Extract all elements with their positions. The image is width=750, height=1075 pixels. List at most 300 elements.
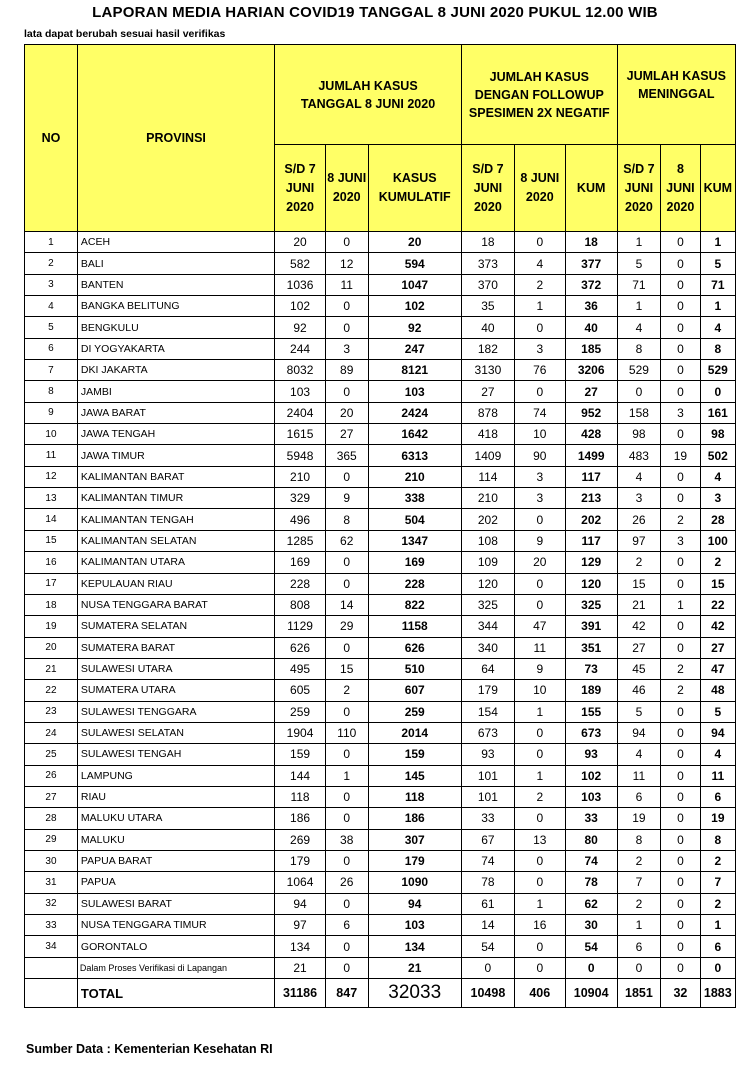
cell-c3: 0 bbox=[700, 381, 735, 402]
cell-c2: 0 bbox=[661, 338, 700, 359]
cell-c3: 47 bbox=[700, 658, 735, 679]
cell-b1: 202 bbox=[461, 509, 514, 530]
cell-a2: 0 bbox=[325, 744, 368, 765]
cell-prov: JAWA TENGAH bbox=[77, 424, 274, 445]
cell-c2: 0 bbox=[661, 466, 700, 487]
cell-prov: JAWA TIMUR bbox=[77, 445, 274, 466]
cell-a2: 89 bbox=[325, 360, 368, 381]
verifikasi-b3: 0 bbox=[565, 957, 617, 978]
cell-prov: KEPULAUAN RIAU bbox=[77, 573, 274, 594]
cell-c2: 0 bbox=[661, 744, 700, 765]
cell-a2: 62 bbox=[325, 530, 368, 551]
verifikasi-c2: 0 bbox=[661, 957, 700, 978]
cell-c1: 8 bbox=[617, 829, 661, 850]
cell-b3: 102 bbox=[565, 765, 617, 786]
cell-b1: 182 bbox=[461, 338, 514, 359]
cell-c1: 529 bbox=[617, 360, 661, 381]
cell-b1: 120 bbox=[461, 573, 514, 594]
cell-b2: 3 bbox=[514, 338, 565, 359]
cell-b2: 0 bbox=[514, 509, 565, 530]
cell-b2: 0 bbox=[514, 850, 565, 871]
cell-b3: 391 bbox=[565, 616, 617, 637]
cell-b3: 33 bbox=[565, 808, 617, 829]
cell-a3: 210 bbox=[368, 466, 461, 487]
cell-c3: 27 bbox=[700, 637, 735, 658]
cell-prov: GORONTALO bbox=[77, 936, 274, 957]
cell-b3: 18 bbox=[565, 232, 617, 253]
cell-a1: 102 bbox=[275, 296, 326, 317]
cell-a3: 338 bbox=[368, 488, 461, 509]
cell-a3: 20 bbox=[368, 232, 461, 253]
cell-c2: 0 bbox=[661, 253, 700, 274]
cell-a2: 0 bbox=[325, 850, 368, 871]
cell-a3: 179 bbox=[368, 850, 461, 871]
cell-a1: 179 bbox=[275, 850, 326, 871]
cell-a1: 808 bbox=[275, 594, 326, 615]
total-b3: 10904 bbox=[565, 979, 617, 1008]
cell-a1: 329 bbox=[275, 488, 326, 509]
cell-c1: 21 bbox=[617, 594, 661, 615]
cell-c3: 48 bbox=[700, 680, 735, 701]
verifikasi-c3: 0 bbox=[700, 957, 735, 978]
cell-b2: 0 bbox=[514, 594, 565, 615]
cell-c2: 0 bbox=[661, 424, 700, 445]
total-b2: 406 bbox=[514, 979, 565, 1008]
cell-b1: 418 bbox=[461, 424, 514, 445]
cell-prov: KALIMANTAN UTARA bbox=[77, 552, 274, 573]
cell-a1: 259 bbox=[275, 701, 326, 722]
cell-a1: 495 bbox=[275, 658, 326, 679]
cell-c1: 7 bbox=[617, 872, 661, 893]
cell-no: 20 bbox=[25, 637, 78, 658]
cell-b3: 189 bbox=[565, 680, 617, 701]
cell-c2: 0 bbox=[661, 616, 700, 637]
cell-a1: 496 bbox=[275, 509, 326, 530]
cell-c3: 22 bbox=[700, 594, 735, 615]
cell-a2: 0 bbox=[325, 936, 368, 957]
cell-b1: 109 bbox=[461, 552, 514, 573]
cell-prov: DI YOGYAKARTA bbox=[77, 338, 274, 359]
cell-c1: 483 bbox=[617, 445, 661, 466]
cell-c1: 2 bbox=[617, 850, 661, 871]
cell-prov: SULAWESI TENGGARA bbox=[77, 701, 274, 722]
verifikasi-b2: 0 bbox=[514, 957, 565, 978]
cell-c3: 94 bbox=[700, 722, 735, 743]
cell-no: 26 bbox=[25, 765, 78, 786]
cell-b1: 101 bbox=[461, 765, 514, 786]
cell-c2: 0 bbox=[661, 829, 700, 850]
cell-b1: 340 bbox=[461, 637, 514, 658]
cell-b2: 1 bbox=[514, 296, 565, 317]
cell-c3: 8 bbox=[700, 829, 735, 850]
verifikasi-label: Dalam Proses Verifikasi di Lapangan bbox=[77, 957, 274, 978]
table-row bbox=[25, 808, 736, 829]
cell-c3: 71 bbox=[700, 274, 735, 295]
cell-a3: 92 bbox=[368, 317, 461, 338]
cell-c3: 3 bbox=[700, 488, 735, 509]
cell-a1: 97 bbox=[275, 915, 326, 936]
cell-a2: 26 bbox=[325, 872, 368, 893]
cell-b3: 78 bbox=[565, 872, 617, 893]
cell-b2: 3 bbox=[514, 466, 565, 487]
cell-b2: 1 bbox=[514, 765, 565, 786]
total-a1: 31186 bbox=[275, 979, 326, 1008]
table-body bbox=[25, 232, 736, 1008]
cell-b1: 370 bbox=[461, 274, 514, 295]
cell-b2: 11 bbox=[514, 637, 565, 658]
cell-a2: 6 bbox=[325, 915, 368, 936]
table-row bbox=[25, 786, 736, 807]
cell-a2: 2 bbox=[325, 680, 368, 701]
cell-b1: 54 bbox=[461, 936, 514, 957]
cell-c1: 94 bbox=[617, 722, 661, 743]
cell-c3: 2 bbox=[700, 893, 735, 914]
cell-prov: RIAU bbox=[77, 786, 274, 807]
cell-c3: 6 bbox=[700, 786, 735, 807]
cell-b3: 952 bbox=[565, 402, 617, 423]
cell-prov: KALIMANTAN TIMUR bbox=[77, 488, 274, 509]
cell-c1: 19 bbox=[617, 808, 661, 829]
cell-a3: 228 bbox=[368, 573, 461, 594]
covid-cases-table bbox=[24, 44, 736, 1008]
cell-a3: 2424 bbox=[368, 402, 461, 423]
cell-no: 22 bbox=[25, 680, 78, 701]
cell-no: 17 bbox=[25, 573, 78, 594]
cell-no: 24 bbox=[25, 722, 78, 743]
cell-b3: 62 bbox=[565, 893, 617, 914]
cell-a3: 1158 bbox=[368, 616, 461, 637]
cell-b1: 179 bbox=[461, 680, 514, 701]
cell-b3: 673 bbox=[565, 722, 617, 743]
cell-c1: 71 bbox=[617, 274, 661, 295]
table-row bbox=[25, 552, 736, 573]
cell-b1: 40 bbox=[461, 317, 514, 338]
cell-prov: SULAWESI SELATAN bbox=[77, 722, 274, 743]
cell-b3: 351 bbox=[565, 637, 617, 658]
cell-c2: 0 bbox=[661, 872, 700, 893]
cell-no: 4 bbox=[25, 296, 78, 317]
cell-b2: 2 bbox=[514, 274, 565, 295]
cell-c3: 19 bbox=[700, 808, 735, 829]
cell-b2: 1 bbox=[514, 701, 565, 722]
cell-prov: SUMATERA UTARA bbox=[77, 680, 274, 701]
source-note: Sumber Data : Kementerian Kesehatan RI bbox=[26, 1042, 273, 1056]
cell-b3: 377 bbox=[565, 253, 617, 274]
table-row bbox=[25, 616, 736, 637]
cell-c2: 0 bbox=[661, 808, 700, 829]
total-c2: 32 bbox=[661, 979, 700, 1008]
cell-b2: 0 bbox=[514, 872, 565, 893]
cell-c2: 0 bbox=[661, 701, 700, 722]
cell-no: 9 bbox=[25, 402, 78, 423]
cell-c3: 5 bbox=[700, 253, 735, 274]
cell-a2: 27 bbox=[325, 424, 368, 445]
cell-c1: 6 bbox=[617, 936, 661, 957]
cell-a1: 134 bbox=[275, 936, 326, 957]
cell-a1: 169 bbox=[275, 552, 326, 573]
cell-b1: 154 bbox=[461, 701, 514, 722]
cell-prov: JAMBI bbox=[77, 381, 274, 402]
cell-b2: 0 bbox=[514, 232, 565, 253]
cell-a3: 169 bbox=[368, 552, 461, 573]
cell-prov: BANTEN bbox=[77, 274, 274, 295]
cell-a2: 3 bbox=[325, 338, 368, 359]
cell-b3: 120 bbox=[565, 573, 617, 594]
header-kumulatif-kasus: KASUS KUMULATIF bbox=[368, 145, 461, 232]
cell-a2: 9 bbox=[325, 488, 368, 509]
cell-b2: 2 bbox=[514, 786, 565, 807]
cell-b2: 0 bbox=[514, 381, 565, 402]
header-no: NO bbox=[25, 45, 78, 232]
cell-b3: 185 bbox=[565, 338, 617, 359]
cell-no: 25 bbox=[25, 744, 78, 765]
cell-no: 34 bbox=[25, 936, 78, 957]
cell-b3: 129 bbox=[565, 552, 617, 573]
cell-a1: 582 bbox=[275, 253, 326, 274]
cell-a1: 186 bbox=[275, 808, 326, 829]
header-8juni-kasus: 8 JUNI 2020 bbox=[325, 145, 368, 232]
cell-a1: 626 bbox=[275, 637, 326, 658]
cell-a3: 1642 bbox=[368, 424, 461, 445]
cell-c1: 45 bbox=[617, 658, 661, 679]
cell-a2: 0 bbox=[325, 317, 368, 338]
cell-prov: PAPUA bbox=[77, 872, 274, 893]
cell-c2: 0 bbox=[661, 765, 700, 786]
cell-a1: 94 bbox=[275, 893, 326, 914]
cell-prov: SUMATERA BARAT bbox=[77, 637, 274, 658]
cell-c1: 1 bbox=[617, 296, 661, 317]
header-meninggal: JUMLAH KASUS MENINGGAL bbox=[617, 45, 735, 145]
cell-b1: 373 bbox=[461, 253, 514, 274]
header-kum-followup: KUM bbox=[565, 145, 617, 232]
header-jumlah-kasus: JUMLAH KASUS TANGGAL 8 JUNI 2020 bbox=[275, 45, 462, 145]
cell-a1: 1615 bbox=[275, 424, 326, 445]
cell-no: 3 bbox=[25, 274, 78, 295]
cell-b3: 40 bbox=[565, 317, 617, 338]
cell-no: 14 bbox=[25, 509, 78, 530]
cell-a3: 94 bbox=[368, 893, 461, 914]
cell-prov: KALIMANTAN BARAT bbox=[77, 466, 274, 487]
cell-c3: 5 bbox=[700, 701, 735, 722]
cell-c3: 1 bbox=[700, 915, 735, 936]
header-sd7-meninggal: S/D 7 JUNI 2020 bbox=[617, 145, 661, 232]
table-row bbox=[25, 296, 736, 317]
table-row bbox=[25, 338, 736, 359]
cell-b1: 3130 bbox=[461, 360, 514, 381]
cell-c2: 3 bbox=[661, 530, 700, 551]
cell-c3: 15 bbox=[700, 573, 735, 594]
header-provinsi: PROVINSI bbox=[77, 45, 274, 232]
table-row bbox=[25, 253, 736, 274]
cell-c2: 2 bbox=[661, 680, 700, 701]
cell-c2: 0 bbox=[661, 360, 700, 381]
table-row bbox=[25, 829, 736, 850]
table-row bbox=[25, 381, 736, 402]
cell-c1: 15 bbox=[617, 573, 661, 594]
cell-prov: NUSA TENGGARA BARAT bbox=[77, 594, 274, 615]
cell-b1: 673 bbox=[461, 722, 514, 743]
cell-a3: 259 bbox=[368, 701, 461, 722]
cell-c2: 2 bbox=[661, 509, 700, 530]
cell-a2: 0 bbox=[325, 808, 368, 829]
cell-a1: 103 bbox=[275, 381, 326, 402]
cell-b1: 33 bbox=[461, 808, 514, 829]
cell-prov: ACEH bbox=[77, 232, 274, 253]
table-row bbox=[25, 850, 736, 871]
cell-a3: 594 bbox=[368, 253, 461, 274]
cell-c1: 6 bbox=[617, 786, 661, 807]
cell-a3: 307 bbox=[368, 829, 461, 850]
cell-b1: 114 bbox=[461, 466, 514, 487]
cell-b1: 61 bbox=[461, 893, 514, 914]
cell-prov: NUSA TENGGARA TIMUR bbox=[77, 915, 274, 936]
cell-a1: 144 bbox=[275, 765, 326, 786]
cell-a2: 0 bbox=[325, 466, 368, 487]
cell-c1: 97 bbox=[617, 530, 661, 551]
cell-c3: 2 bbox=[700, 850, 735, 871]
cell-b2: 0 bbox=[514, 722, 565, 743]
cell-c3: 2 bbox=[700, 552, 735, 573]
cell-c2: 0 bbox=[661, 488, 700, 509]
cell-b3: 325 bbox=[565, 594, 617, 615]
cell-c3: 98 bbox=[700, 424, 735, 445]
cell-b2: 10 bbox=[514, 424, 565, 445]
cell-a2: 0 bbox=[325, 573, 368, 594]
cell-b3: 80 bbox=[565, 829, 617, 850]
cell-b3: 428 bbox=[565, 424, 617, 445]
cell-no: 8 bbox=[25, 381, 78, 402]
cell-a2: 15 bbox=[325, 658, 368, 679]
cell-c3: 4 bbox=[700, 317, 735, 338]
cell-c1: 2 bbox=[617, 893, 661, 914]
header-sd7-kasus: S/D 7 JUNI 2020 bbox=[275, 145, 326, 232]
total-b1: 10498 bbox=[461, 979, 514, 1008]
cell-b2: 4 bbox=[514, 253, 565, 274]
cell-a3: 607 bbox=[368, 680, 461, 701]
cell-b2: 76 bbox=[514, 360, 565, 381]
cell-a2: 1 bbox=[325, 765, 368, 786]
cell-c1: 42 bbox=[617, 616, 661, 637]
cell-a3: 822 bbox=[368, 594, 461, 615]
cell-no: 18 bbox=[25, 594, 78, 615]
cell-a3: 102 bbox=[368, 296, 461, 317]
cell-c1: 46 bbox=[617, 680, 661, 701]
cell-c3: 11 bbox=[700, 765, 735, 786]
cell-a3: 2014 bbox=[368, 722, 461, 743]
cell-a3: 103 bbox=[368, 915, 461, 936]
cell-c2: 1 bbox=[661, 594, 700, 615]
cell-b2: 10 bbox=[514, 680, 565, 701]
table-row bbox=[25, 765, 736, 786]
cell-no: 33 bbox=[25, 915, 78, 936]
cell-b3: 3206 bbox=[565, 360, 617, 381]
cell-prov: LAMPUNG bbox=[77, 765, 274, 786]
cell-a2: 365 bbox=[325, 445, 368, 466]
cell-c1: 1 bbox=[617, 232, 661, 253]
cell-no: 6 bbox=[25, 338, 78, 359]
cell-b2: 0 bbox=[514, 936, 565, 957]
cell-c3: 42 bbox=[700, 616, 735, 637]
cell-b1: 210 bbox=[461, 488, 514, 509]
cell-a1: 244 bbox=[275, 338, 326, 359]
cell-a2: 0 bbox=[325, 296, 368, 317]
cell-prov: MALUKU UTARA bbox=[77, 808, 274, 829]
total-row bbox=[25, 979, 736, 1008]
cell-no: 23 bbox=[25, 701, 78, 722]
cell-c3: 529 bbox=[700, 360, 735, 381]
cell-a3: 8121 bbox=[368, 360, 461, 381]
table-row bbox=[25, 594, 736, 615]
cell-b2: 9 bbox=[514, 658, 565, 679]
cell-a1: 20 bbox=[275, 232, 326, 253]
cell-b3: 155 bbox=[565, 701, 617, 722]
cell-a1: 269 bbox=[275, 829, 326, 850]
header-kum-meninggal: KUM bbox=[700, 145, 735, 232]
cell-b2: 47 bbox=[514, 616, 565, 637]
cell-b1: 27 bbox=[461, 381, 514, 402]
header-8juni-followup: 8 JUNI 2020 bbox=[514, 145, 565, 232]
cell-a2: 29 bbox=[325, 616, 368, 637]
cell-c1: 98 bbox=[617, 424, 661, 445]
cell-c1: 5 bbox=[617, 701, 661, 722]
total-a3: 32033 bbox=[368, 979, 461, 1008]
cell-a1: 1904 bbox=[275, 722, 326, 743]
cell-a2: 20 bbox=[325, 402, 368, 423]
cell-c3: 8 bbox=[700, 338, 735, 359]
cell-b1: 78 bbox=[461, 872, 514, 893]
cell-a3: 103 bbox=[368, 381, 461, 402]
table-row bbox=[25, 317, 736, 338]
cell-a1: 1064 bbox=[275, 872, 326, 893]
total-c1: 1851 bbox=[617, 979, 661, 1008]
cell-c2: 2 bbox=[661, 658, 700, 679]
cell-a2: 0 bbox=[325, 232, 368, 253]
cell-b3: 73 bbox=[565, 658, 617, 679]
table-row bbox=[25, 915, 736, 936]
cell-prov: KALIMANTAN TENGAH bbox=[77, 509, 274, 530]
table-row bbox=[25, 466, 736, 487]
cell-c3: 7 bbox=[700, 872, 735, 893]
cell-a2: 14 bbox=[325, 594, 368, 615]
cell-c3: 6 bbox=[700, 936, 735, 957]
cell-b3: 1499 bbox=[565, 445, 617, 466]
cell-a2: 8 bbox=[325, 509, 368, 530]
table-row bbox=[25, 509, 736, 530]
cell-c3: 4 bbox=[700, 744, 735, 765]
cell-b2: 9 bbox=[514, 530, 565, 551]
cell-b2: 0 bbox=[514, 317, 565, 338]
verifikasi-c1: 0 bbox=[617, 957, 661, 978]
cell-a3: 510 bbox=[368, 658, 461, 679]
cell-prov: SULAWESI BARAT bbox=[77, 893, 274, 914]
cell-c3: 28 bbox=[700, 509, 735, 530]
verifikasi-no bbox=[25, 957, 78, 978]
cell-b2: 20 bbox=[514, 552, 565, 573]
cell-no: 16 bbox=[25, 552, 78, 573]
cell-a1: 5948 bbox=[275, 445, 326, 466]
cell-c2: 0 bbox=[661, 296, 700, 317]
header-8juni-meninggal: 8 JUNI 2020 bbox=[661, 145, 700, 232]
cell-b1: 74 bbox=[461, 850, 514, 871]
cell-a1: 1036 bbox=[275, 274, 326, 295]
cell-b1: 18 bbox=[461, 232, 514, 253]
cell-b1: 67 bbox=[461, 829, 514, 850]
cell-c2: 19 bbox=[661, 445, 700, 466]
cell-no: 21 bbox=[25, 658, 78, 679]
cell-no: 10 bbox=[25, 424, 78, 445]
cell-prov: BALI bbox=[77, 253, 274, 274]
table-row bbox=[25, 658, 736, 679]
